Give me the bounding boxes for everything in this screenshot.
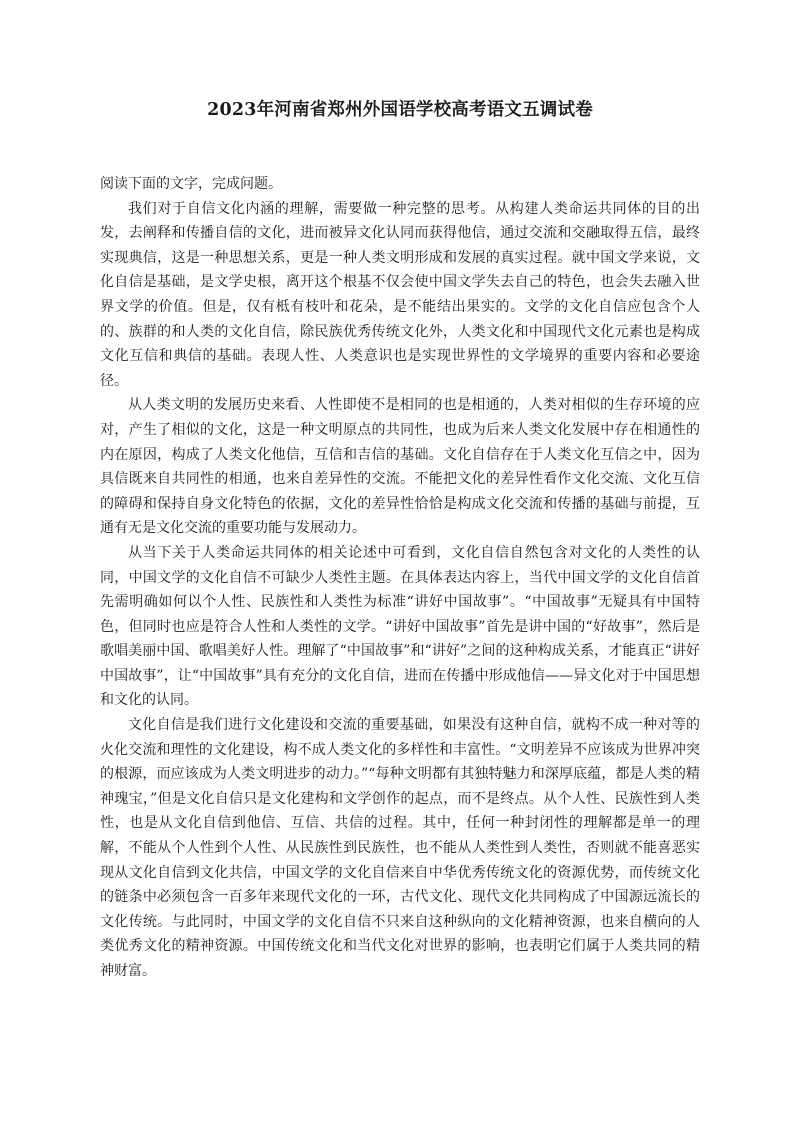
paragraph-1: 我们对于自信文化内涵的理解，需要做一种完整的思考。从构建人类命运共同体的目的出发，去阐释和传播自信的文化，进而被异文化认同而获得他信，通过交流和交融取得五信，最终实现典信，这是一种思想关系，更是一种人类文明形成和发展的真实过程。就中国文学来说，文化自信是基础，是文学史根，离开这个根基不仅会使中国文学失去自己的特色，也会失去融入世界文学的价值。但是，仅有柢有枝叶和花朵，是不能结出果实的。文学的文化自信应包含个人的、族群的和人类的文化自信，除民族优秀传统文化外，人类文化和中国现代文化元素也是构成文化互信和典信的基础。表现人性、人类意识也是实现世界性的文学境界的重要内容和必要途径。 <box>100 200 700 389</box>
paragraph-2: 从人类文明的发展历史来看、人性即使不是相同的也是相通的，人类对相似的生存环境的应对，产生了相似的文化，这是一种文明原点的共同性，也成为后来人类文化发展中存在相通性的内在原因，构成了人类文化他信，互信和吉信的基础。文化自信存在于人类文化互信之中，因为具信既来自共同性的相通，也来自差异性的交流。不能把文化的差异性看作文化交流、文化互信的障碍和保持自身文化特色的依据，文化的差异性恰恰是构成文化交流和传播的基础与前提，互通有无是文化交流的重要功能与发展动力。 <box>100 397 700 537</box>
reading-instruction: 阅读下面的文字，完成问题。 <box>100 176 282 192</box>
paragraph-3: 从当下关于人类命运共同体的相关论述中可看到，文化自信自然包含对文化的人类性的认同，中国文学的文化自信不可缺少人类性主题。在具体表达内容上，当代中国文学的文化自信首先需明确如何以个人性、民族性和人类性为标准“讲好中国故事”。“中国故事”无疑具有中国特色，但同时也应是符合人性和人类性的文学。“讲好中国故事”首先是讲中国的“好故事”，然后是歌唱美丽中国、歌唱美好人性。理解了“中国故事”和“讲好”之间的这种构成关系，才能真正“讲好中国故事”，让“中国故事”具有充分的文化自信，进而在传播中形成他信——异文化对于中国思想和文化的认同。 <box>100 544 700 709</box>
document-title: 2023年河南省郑州外国语学校高考语文五调试卷 <box>207 100 593 120</box>
paragraph-4: 文化自信是我们进行文化建设和交流的重要基础，如果没有这种自信，就构不成一种对等的火化交流和理性的文化建设，构不成人类文化的多样性和丰富性。“文明差异不应该成为世界冲突的根源，而应该成为人类文明进步的动力。”“每种文明都有其独特魅力和深厚底蕴，都是人类的精神瑰宝，”但是文化自信只是文化建构和文学创作的起点，而不是终点。从个人性、民族性到人类性，也是从文化自信到他信、互信、共信的过程。其中，任何一种封闭性的理解都是单一的理解，不能从个人性到个人性、从民族性到民族性，也不能从人类性到人类性，否则就不能喜恶实现从文化自信到文化共信，中国文学的文化自信来自中华优秀传统文化的资源优势，而传统文化的链条中必须包含一百多年来现代文化的一环，古代文化、现代文化共同构成了中国源远流长的文化传统。与此同时，中国文学的文化自信不只来自这种纵向的文化精神资源，也来自横向的人类优秀文化的精神资源。中国传统文化和当代文化对世界的影响，也表明它们属于人类共同的精神财富。 <box>100 717 700 979</box>
